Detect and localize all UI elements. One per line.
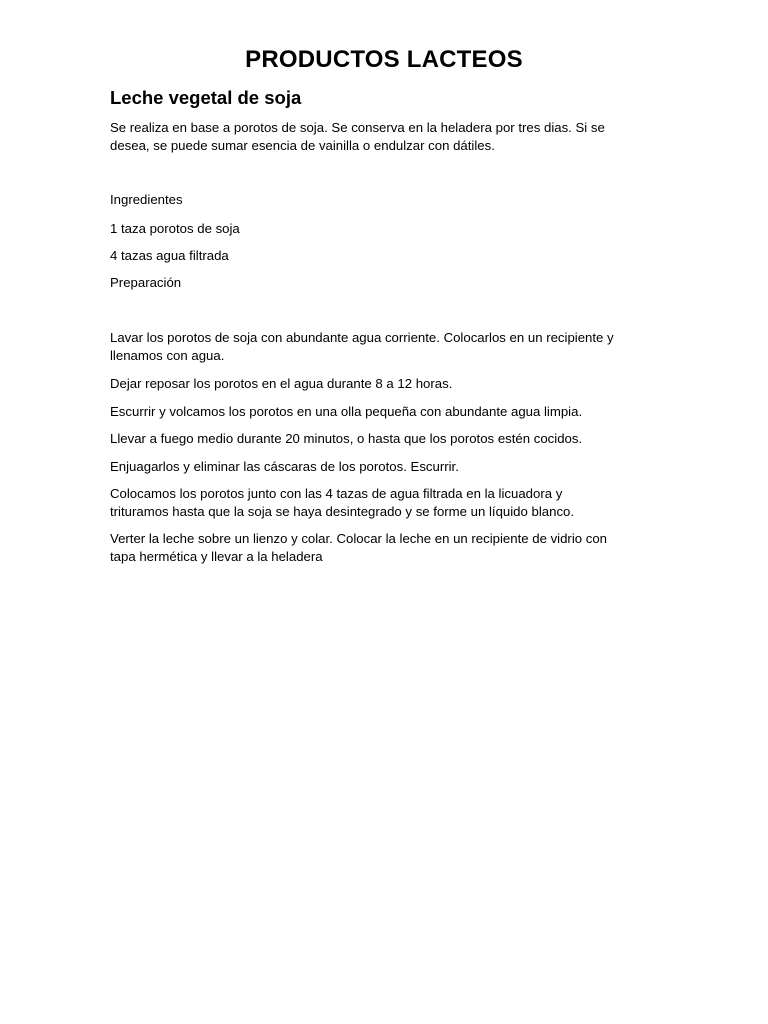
intro-line: Se realiza en base a porotos de soja. Se conserva en la heladera por tres dias. Si se xyxy=(110,120,605,135)
ingredient-item: 4 tazas agua filtrada xyxy=(110,248,229,263)
step-line: Enjuagarlos y eliminar las cáscaras de los porotos. Escurrir. xyxy=(110,459,459,474)
ingredients-heading: Ingredientes xyxy=(110,192,183,207)
intro-line: desea, se puede sumar esencia de vainilla o endulzar con dátiles. xyxy=(110,138,495,153)
step-line: Verter la leche sobre un lienzo y colar. Colocar la leche en un recipiente de vidrio con xyxy=(110,531,608,546)
recipe-subtitle: Leche vegetal de soja xyxy=(110,87,302,108)
step-line: Dejar reposar los porotos en el agua durante 8 a 12 horas. xyxy=(110,376,453,391)
step-line: Llevar a fuego medio durante 20 minutos, o hasta que los porotos estén cocidos. xyxy=(110,431,583,446)
step-line: Colocamos los porotos junto con las 4 tazas de agua filtrada en la licuadora y xyxy=(110,486,563,501)
ingredient-item: 1 taza porotos de soja xyxy=(110,221,240,236)
preparation-heading: Preparación xyxy=(110,275,182,290)
step-line: Escurrir y volcamos los porotos en una olla pequeña con abundante agua limpia. xyxy=(110,404,583,419)
step-line: tapa hermética y llevar a la heladera xyxy=(110,549,323,564)
step-line: trituramos hasta que la soja se haya desintegrado y se forme un líquido blanco. xyxy=(110,504,575,519)
step-line: llenamos con agua. xyxy=(110,348,225,363)
page-title: PRODUCTOS LACTEOS xyxy=(245,46,523,73)
step-line: Lavar los porotos de soja con abundante agua corriente. Colocarlos en un recipiente y xyxy=(110,330,614,345)
